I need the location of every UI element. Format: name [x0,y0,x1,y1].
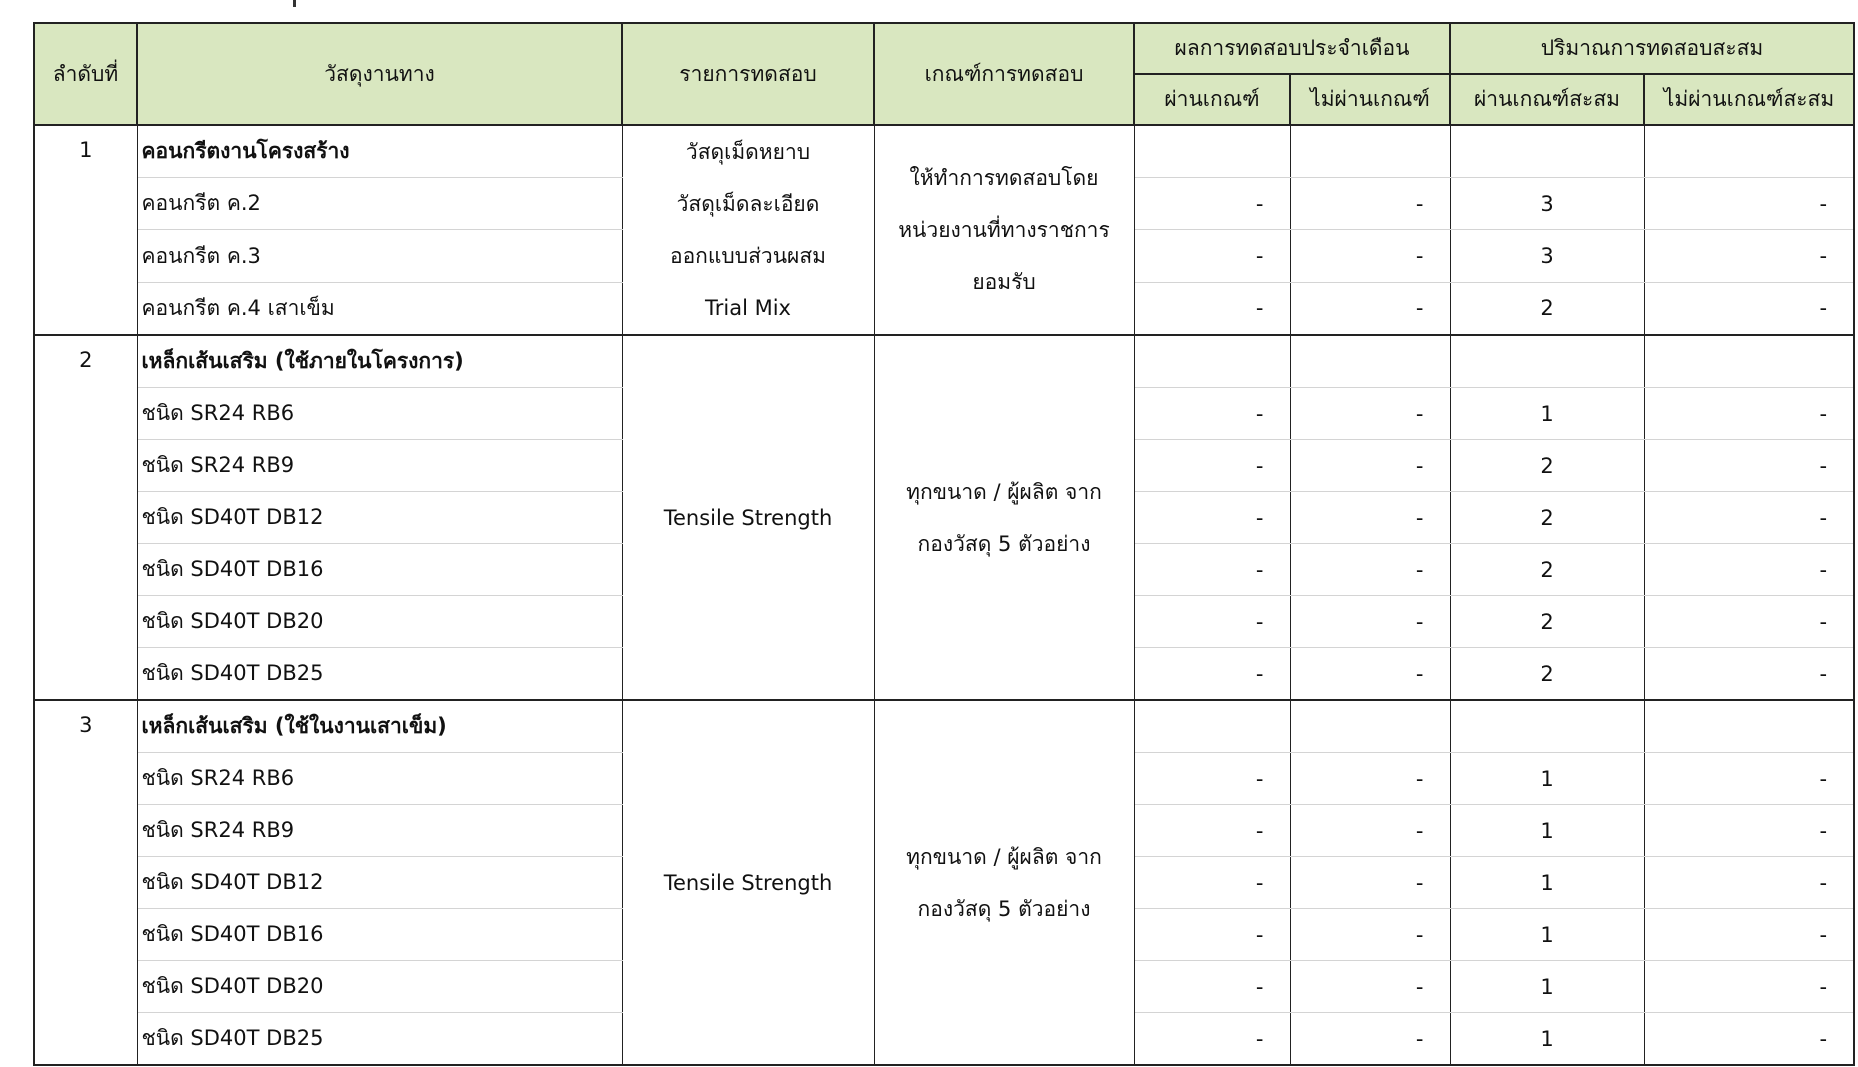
pass-cell: - [1134,909,1290,961]
empty-cell [1134,700,1290,753]
material-cell: ชนิด SR24 RB9 [137,440,622,492]
fail-cum-cell: - [1644,388,1854,440]
fail-cum-cell: - [1644,178,1854,230]
criteria-line: ทุกขนาด / ผู้ผลิต จาก [906,479,1102,504]
pass-cum-cell: 2 [1450,544,1644,596]
empty-cell [1290,700,1450,753]
fail-cell: - [1290,492,1450,544]
header-criteria: เกณฑ์การทดสอบ [874,23,1134,125]
empty-cell [1450,125,1644,178]
fail-cell: - [1290,961,1450,1013]
pass-cum-cell: 2 [1450,648,1644,701]
empty-cell [1450,335,1644,388]
fail-cum-cell: - [1644,230,1854,282]
header-no: ลำดับที่ [34,23,137,125]
pass-cell: - [1134,230,1290,282]
fail-cell: - [1290,805,1450,857]
fail-cum-cell: - [1644,857,1854,909]
criteria-line: กองวัสดุ 5 ตัวอย่าง [917,896,1091,921]
table-body [34,125,1854,1065]
empty-cell [1644,125,1854,178]
header-fail: ไม่ผ่านเกณฑ์ [1290,74,1450,125]
group-criteria [874,335,1134,700]
material-cell: ชนิด SR24 RB9 [137,805,622,857]
fail-cell: - [1290,909,1450,961]
material-cell: ชนิด SR24 RB6 [137,753,622,805]
material-cell: ชนิด SD40T DB20 [137,596,622,648]
test-item-line: Tensile Strength [663,505,833,530]
empty-cell [1290,125,1450,178]
group-title-row [34,335,1854,388]
fail-cell: - [1290,596,1450,648]
fail-cum-cell: - [1644,596,1854,648]
criteria-line: ให้ทำการทดสอบโดย [909,166,1099,190]
group-title-row [34,125,1854,178]
fail-cell: - [1290,648,1450,701]
pass-cell: - [1134,596,1290,648]
test-item-line: Trial Mix [705,296,791,320]
fail-cell: - [1290,753,1450,805]
pass-cum-cell: 1 [1450,1013,1644,1066]
header-pass: ผ่านเกณฑ์ [1134,74,1290,125]
material-cell: คอนกรีต ค.4 เสาเข็ม [137,282,622,335]
material-cell: คอนกรีต ค.2 [137,178,622,230]
test-item-line: ออกแบบส่วนผสม [669,244,827,268]
material-cell: ชนิด SD40T DB16 [137,909,622,961]
pass-cum-cell: 2 [1450,440,1644,492]
criteria-line: กองวัสดุ 5 ตัวอย่าง [917,531,1091,556]
pass-cum-cell: 3 [1450,230,1644,282]
criteria-line: หน่วยงานที่ทางราชการ [898,218,1110,242]
empty-cell [1644,700,1854,753]
fail-cum-cell: - [1644,961,1854,1013]
material-cell: คอนกรีต ค.3 [137,230,622,282]
pass-cell: - [1134,648,1290,701]
fail-cell: - [1290,544,1450,596]
empty-cell [1644,335,1854,388]
header-test-item: รายการทดสอบ [622,23,874,125]
pass-cell: - [1134,805,1290,857]
criteria-line: ยอมรับ [972,270,1036,294]
group-criteria [874,125,1134,335]
table-header [34,23,1854,125]
pass-cum-cell: 1 [1450,753,1644,805]
group-test-item [622,335,874,700]
pass-cell: - [1134,753,1290,805]
pass-cell: - [1134,1013,1290,1066]
group-test-item [622,700,874,1065]
material-cell: ชนิด SD40T DB16 [137,544,622,596]
fail-cell: - [1290,857,1450,909]
material-cell: ชนิด SD40T DB25 [137,1013,622,1066]
group-number: 1 [34,125,137,335]
fail-cell: - [1290,282,1450,335]
fail-cum-cell: - [1644,648,1854,701]
material-cell: ชนิด SD40T DB12 [137,857,622,909]
fail-cell: - [1290,230,1450,282]
material-cell: ชนิด SD40T DB20 [137,961,622,1013]
test-item-line: วัสดุเม็ดหยาบ [685,140,811,164]
group-title: เหล็กเส้นเสริม (ใช้ภายในโครงการ) [137,335,622,388]
pass-cell: - [1134,961,1290,1013]
test-results-table [33,22,1855,1066]
pass-cum-cell: 3 [1450,178,1644,230]
fail-cell: - [1290,388,1450,440]
group-title-row [34,700,1854,753]
pass-cum-cell: 1 [1450,909,1644,961]
fail-cum-cell: - [1644,440,1854,492]
pass-cum-cell: 1 [1450,857,1644,909]
fail-cell: - [1290,440,1450,492]
pass-cell: - [1134,282,1290,335]
header-pass-cum: ผ่านเกณฑ์สะสม [1450,74,1644,125]
material-cell: ชนิด SD40T DB25 [137,648,622,701]
group-test-item [622,125,874,335]
pass-cell: - [1134,492,1290,544]
criteria-line: ทุกขนาด / ผู้ผลิต จาก [906,844,1102,869]
fail-cum-cell: - [1644,805,1854,857]
pass-cum-cell: 2 [1450,282,1644,335]
empty-cell [1134,125,1290,178]
fail-cum-cell: - [1644,544,1854,596]
material-cell: ชนิด SR24 RB6 [137,388,622,440]
material-cell: ชนิด SD40T DB12 [137,492,622,544]
group-number: 3 [34,700,137,1065]
header-monthly: ผลการทดสอบประจำเดือน [1134,23,1450,74]
top-tick-mark [293,0,296,7]
pass-cum-cell: 1 [1450,961,1644,1013]
group-title: เหล็กเส้นเสริม (ใช้ในงานเสาเข็ม) [137,700,622,753]
pass-cell: - [1134,440,1290,492]
fail-cum-cell: - [1644,282,1854,335]
header-fail-cum: ไม่ผ่านเกณฑ์สะสม [1644,74,1854,125]
header-material: วัสดุงานทาง [137,23,622,125]
fail-cum-cell: - [1644,492,1854,544]
group-criteria [874,700,1134,1065]
pass-cum-cell: 2 [1450,596,1644,648]
group-title: คอนกรีตงานโครงสร้าง [137,125,622,178]
pass-cell: - [1134,178,1290,230]
empty-cell [1290,335,1450,388]
pass-cell: - [1134,857,1290,909]
fail-cell: - [1290,178,1450,230]
test-item-line: Tensile Strength [663,870,833,895]
pass-cum-cell: 2 [1450,492,1644,544]
pass-cell: - [1134,544,1290,596]
fail-cum-cell: - [1644,753,1854,805]
header-cumulative: ปริมาณการทดสอบสะสม [1450,23,1854,74]
pass-cum-cell: 1 [1450,805,1644,857]
empty-cell [1134,335,1290,388]
fail-cum-cell: - [1644,909,1854,961]
pass-cum-cell: 1 [1450,388,1644,440]
fail-cell: - [1290,1013,1450,1066]
group-number: 2 [34,335,137,700]
fail-cum-cell: - [1644,1013,1854,1066]
empty-cell [1450,700,1644,753]
pass-cell: - [1134,388,1290,440]
test-item-line: วัสดุเม็ดละเอียด [676,192,820,216]
